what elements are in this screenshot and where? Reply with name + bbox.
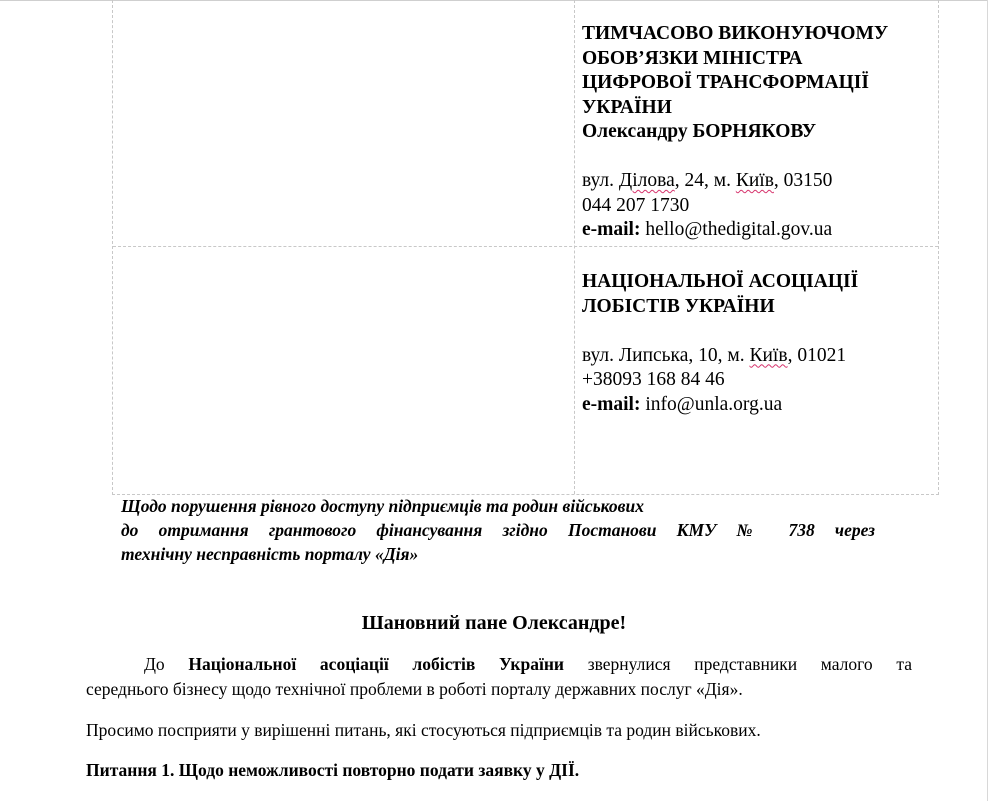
spellcheck-word[interactable]: Київ (749, 344, 788, 366)
section-heading: Питання 1. Щодо неможливості повторно подати заявку у ДІЇ. (86, 760, 580, 780)
body-paragraph: Просимо посприяти у вирішенні питань, які стосуються підприємців та родин військових. (86, 720, 761, 740)
organization-name: Національної асоціації лобістів України (188, 654, 564, 674)
table-column-divider (574, 0, 575, 494)
recipient-email (582, 393, 937, 418)
spellcheck-word[interactable]: Ділова (618, 170, 675, 191)
recipient-address: вул. Ділова, 24, м. Київ, 03150 (582, 170, 833, 191)
table-row-divider (113, 246, 938, 247)
subject-line: технічну несправність порталу «Дія» (121, 544, 419, 564)
email-label: e-mail: (582, 393, 641, 415)
letter-subject (121, 494, 875, 566)
email-address: hello@thedigital.gov.ua (640, 219, 833, 240)
recipient-name: Олександру БОРНЯКОВУ (582, 121, 817, 142)
recipient-phone: 044 207 1730 (582, 194, 690, 216)
recipient-phone: +38093 168 84 46 (582, 369, 725, 390)
recipient-title-line: УКРАЇНИ (582, 96, 672, 118)
recipient-title-line: ОБОВ’ЯЗКИ МІНІСТРА (582, 47, 803, 69)
recipient-block-association (582, 270, 937, 417)
subject-line: до отримання грантового фінансування згідно Постанови КМУ № 738 через (121, 520, 875, 540)
recipient-block-ministry (582, 22, 937, 243)
salutation: Шановний пане Олександре! (361, 612, 627, 634)
recipient-title-line: ЛОБІСТІВ УКРАЇНИ (582, 295, 775, 317)
recipient-title-line: НАЦІОНАЛЬНОЇ АСОЦІАЦІЇ (582, 271, 859, 292)
email-label: e-mail: (582, 219, 641, 240)
recipient-title-line: ЦИФРОВОЇ ТРАНСФОРМАЦІЇ (582, 72, 869, 93)
body-paragraph: До Національної асоціації лобістів України звернулися представники малого та середнього бізнесу щодо технічної проблеми в роботі порталу державних послуг «Дія». (86, 654, 912, 699)
recipient-title-line: ТИМЧАСОВО ВИКОНУЮЧОМУ (582, 23, 889, 44)
recipient-email (582, 218, 937, 243)
subject-line: Щодо порушення рівного доступу підприємців та родин військових (121, 496, 644, 516)
recipient-address: вул. Липська, 10, м. Київ, 01021 (582, 344, 847, 366)
address-table (112, 0, 939, 495)
spellcheck-word[interactable]: Київ (735, 170, 774, 191)
email-address: info@unla.org.ua (640, 393, 783, 415)
